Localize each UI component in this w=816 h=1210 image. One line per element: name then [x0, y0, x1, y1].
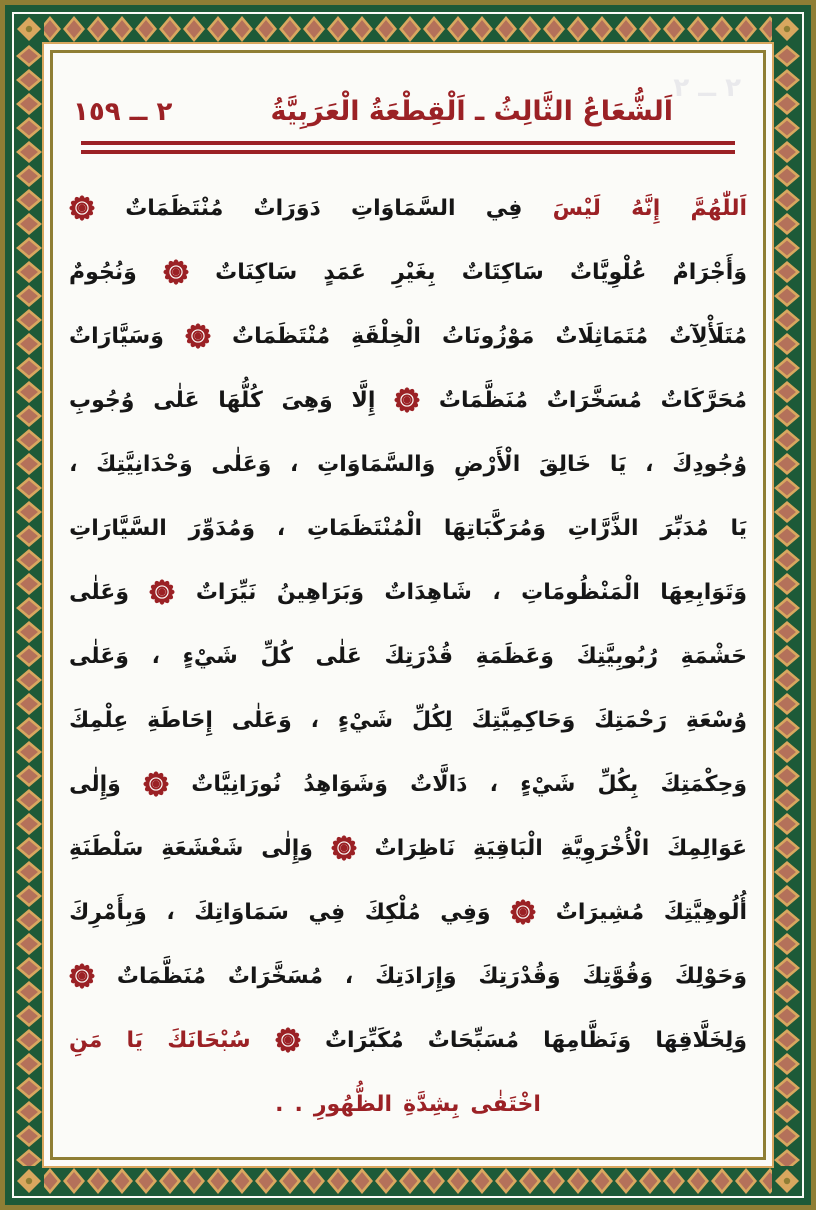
- word: مُحَرَّكَاتٌ: [660, 387, 747, 413]
- word: وَمُدَوِّرَ: [188, 515, 255, 541]
- word: وَنُجُومٌ: [69, 259, 137, 285]
- word: الظُّهُورِ: [313, 1091, 393, 1117]
- page-number: ٢ ــ ١٥٩: [73, 97, 173, 127]
- word: وُسْعَةِ: [685, 707, 747, 733]
- word: السَّمَاوَاتِ: [350, 195, 456, 221]
- word: سَاكِتَاتٌ: [461, 259, 544, 285]
- word: دَالَّاتٌ: [410, 771, 468, 797]
- word: مُتَلَأْلِآتٌ: [669, 323, 747, 349]
- paper: [44, 44, 772, 1166]
- corner-diamond-icon: [772, 1166, 802, 1196]
- word: بِغَيْرِ: [392, 259, 436, 285]
- word: .: [275, 1091, 284, 1117]
- text-line: [69, 816, 747, 880]
- word: وَلِخَلَّاقِهَا: [655, 1027, 747, 1053]
- ornament-border-band: [14, 14, 802, 1196]
- word: سَاكِنَاتٌ: [215, 259, 298, 285]
- word: مُدَبِّرَ: [660, 515, 709, 541]
- word: مُسَخَّرَاتٌ: [546, 387, 642, 413]
- word: يَا: [126, 1027, 144, 1053]
- rosette-icon: [69, 963, 95, 989]
- word: بِكُلِّ: [597, 771, 639, 797]
- rosette-icon: [143, 771, 169, 797]
- word: ،: [492, 579, 501, 605]
- word: وَحِكْمَتِكَ: [660, 771, 747, 797]
- word: مُلْكِكَ: [364, 899, 421, 925]
- word: مَنِ: [69, 1027, 103, 1053]
- word: وَقُدْرَتِكَ: [478, 963, 561, 989]
- word: الْمُنْتَظَمَاتِ: [306, 515, 423, 541]
- word: نَيِّرَاتٌ: [195, 579, 257, 605]
- text-line: [69, 496, 747, 560]
- word: مُكَبِّرَاتٌ: [324, 1027, 404, 1053]
- header-row: [67, 69, 749, 127]
- corner-diamond-icon: [14, 14, 44, 44]
- word: إِلَّا: [351, 387, 376, 413]
- page-title: اَلشُّعَاعُ الثَّالِثُ ـ اَلْقِطْعَةُ الْعَرَبِيَّةُ: [270, 96, 673, 127]
- word: وَحَاكِمِيَّتِكَ: [471, 707, 576, 733]
- word: وَهِىَ: [281, 387, 333, 413]
- word: وَإِلٰى: [261, 835, 313, 861]
- word: اخْتَفٰى: [470, 1091, 541, 1117]
- frame-green-line: [5, 5, 811, 1205]
- word: فِي: [308, 899, 346, 925]
- word: ،: [151, 643, 160, 669]
- word: سَمَاوَاتِكَ: [194, 899, 289, 925]
- corner-diamond-icon: [14, 1166, 44, 1196]
- word: وَأَجْرَامٌ: [672, 259, 747, 285]
- word: وَحْدَانِيَّتِكَ: [96, 451, 193, 477]
- text-line: [69, 368, 747, 432]
- word: ،: [69, 451, 78, 477]
- word: ،: [310, 707, 320, 733]
- word: نَاظِرَاتٌ: [374, 835, 456, 861]
- word: وَسَيَّارَاتٌ: [69, 323, 164, 349]
- word: ،: [276, 515, 286, 541]
- word: بِشِدَّةِ: [403, 1091, 460, 1117]
- rosette-icon: [331, 835, 357, 861]
- text-line: [69, 624, 747, 688]
- word: إِحَاطَةِ: [147, 707, 213, 733]
- word: وُجُودِكَ: [672, 451, 747, 477]
- rosette-icon: [185, 323, 211, 349]
- word: مَوْزُونَاتُ: [442, 323, 535, 349]
- word: اَللّٰهُمَّ: [690, 195, 747, 221]
- word: شَيْءٍ: [520, 771, 576, 797]
- rosette-icon: [275, 1027, 301, 1053]
- text-line: [69, 304, 747, 368]
- word: الْمَنْظُومَاتِ: [521, 579, 640, 605]
- word: .: [294, 1091, 303, 1117]
- text-line: [69, 1008, 747, 1072]
- word: شَيْءٍ: [182, 643, 238, 669]
- text-line: [69, 176, 747, 240]
- word: أُلُوهِيَّتِكَ: [663, 899, 747, 925]
- text-line: [69, 944, 747, 1008]
- word: عُلْوِيَّاتٌ: [569, 259, 647, 285]
- word: عَلٰى: [153, 387, 200, 413]
- word: عَوَالِمِكَ: [667, 835, 747, 861]
- word: سُبْحَانَكَ: [167, 1027, 251, 1053]
- title-double-rule: [81, 141, 735, 154]
- word: وَعَلٰى: [69, 643, 129, 669]
- text-line: [69, 688, 747, 752]
- text-line: [69, 432, 747, 496]
- rosette-icon: [394, 387, 420, 413]
- word: عَمَدٍ: [323, 259, 366, 285]
- rosette-icon: [163, 259, 189, 285]
- word: وَإِرَادَتِكَ: [375, 963, 457, 989]
- word: وَعَلٰى: [211, 451, 272, 477]
- word: سَلْطَنَةِ: [69, 835, 144, 861]
- word: الذَّرَّاتِ: [567, 515, 639, 541]
- word: قُدْرَتِكَ: [384, 643, 454, 669]
- word: وَفِي: [440, 899, 491, 925]
- text-line: [69, 240, 747, 304]
- word: شَعْشَعَةِ: [161, 835, 244, 861]
- word: مُسَبِّحَاتٌ: [427, 1027, 520, 1053]
- word: ،: [290, 451, 299, 477]
- word: كُلِّ: [260, 643, 293, 669]
- page-header: [67, 53, 749, 154]
- word: يَا: [730, 515, 747, 541]
- text-line: [69, 752, 747, 816]
- word: ،: [344, 963, 354, 989]
- word: وَقُوَّتِكَ: [582, 963, 654, 989]
- word: حَشْمَةِ: [680, 643, 747, 669]
- word: وَعَظَمَةِ: [475, 643, 554, 669]
- word: ،: [645, 451, 654, 477]
- word: إِنَّهُ: [631, 195, 661, 221]
- word: الْبَاقِيَةِ: [472, 835, 543, 861]
- word: الْأُخْرَوِيَّةِ: [560, 835, 650, 861]
- word: رَحْمَتِكَ: [594, 707, 668, 733]
- word: الْخِلْقَةِ: [351, 323, 421, 349]
- word: وَبَرَاهِينُ: [276, 579, 365, 605]
- ornament-border-bottom-icon: [14, 1166, 802, 1196]
- text-line: [69, 880, 747, 944]
- word: وَنَظَّامِهَا: [543, 1027, 632, 1053]
- word: ،: [489, 771, 498, 797]
- text-line: [69, 1072, 747, 1136]
- watermark-page-ref: ٢ ــ ٢: [673, 73, 741, 103]
- rosette-icon: [69, 195, 95, 221]
- word: يَا: [609, 451, 627, 477]
- ornament-border-left-icon: [14, 44, 44, 1166]
- word: وَبِأَمْرِكَ: [69, 899, 147, 925]
- word: وَعَلٰى: [69, 579, 130, 605]
- word: وَعَلٰى: [231, 707, 292, 733]
- content-area: [50, 50, 766, 1160]
- word: شَاهِدَاتٌ: [384, 579, 472, 605]
- word: وَشَوَاهِدُ: [303, 771, 388, 797]
- word: وَإِلٰى: [69, 771, 121, 797]
- word: مُشِيرَاتٌ: [555, 899, 645, 925]
- word: ،: [166, 899, 175, 925]
- rosette-icon: [510, 899, 536, 925]
- word: وَالسَّمَاوَاتِ: [317, 451, 436, 477]
- word: خَالِقَ: [538, 451, 592, 477]
- word: لِكُلِّ: [411, 707, 453, 733]
- text-line: [69, 560, 747, 624]
- rosette-icon: [149, 579, 175, 605]
- word: وُجُوبِ: [69, 387, 135, 413]
- word: مُسَخَّرَاتٌ: [227, 963, 324, 989]
- word: رُبُوبِيَّتِكَ: [576, 643, 658, 669]
- ornament-border-top-icon: [14, 14, 802, 44]
- ornament-border-right-icon: [772, 44, 802, 1166]
- word: وَتَوَابِعِهَا: [660, 579, 747, 605]
- word: مُنْتَظَمَاتٌ: [231, 323, 331, 349]
- word: نُورَانِيَّاتٌ: [191, 771, 282, 797]
- word: مُتَمَاثِلَاتٌ: [555, 323, 649, 349]
- word: عَلٰى: [315, 643, 362, 669]
- word: مُنَظَّمَاتٌ: [438, 387, 528, 413]
- word: السَّيَّارَاتِ: [69, 515, 167, 541]
- word: مُنْتَظَمَاتٌ: [125, 195, 224, 221]
- word: الْأَرْضِ: [454, 451, 521, 477]
- word: وَمُرَكَّبَاتِهَا: [443, 515, 546, 541]
- frame-white-line: [12, 12, 804, 1198]
- word: وَحَوْلِكَ: [674, 963, 747, 989]
- word: شَيْءٍ: [337, 707, 394, 733]
- word: لَيْسَ: [552, 195, 601, 221]
- body-text: [67, 154, 749, 1136]
- word: فِي: [485, 195, 523, 221]
- word: دَوَرَاتٌ: [253, 195, 321, 221]
- word: كُلُّهَا: [218, 387, 263, 413]
- word: مُنَظَّمَاتٌ: [116, 963, 206, 989]
- word: عِلْمِكَ: [69, 707, 129, 733]
- corner-diamond-icon: [772, 14, 802, 44]
